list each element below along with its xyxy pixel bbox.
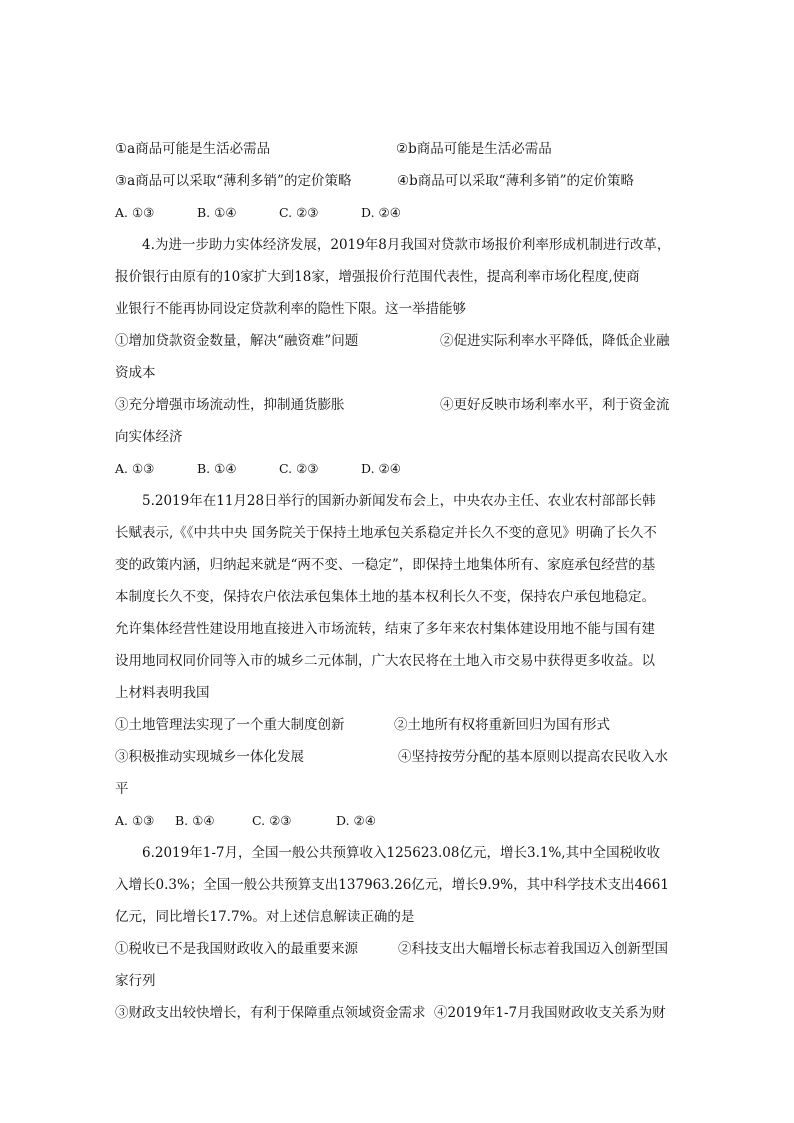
q4-option-a: A. ①③ bbox=[115, 461, 155, 476]
q5-option-d: D. ②④ bbox=[336, 813, 376, 828]
q3-item-3: ③a商品可以采取“薄利多销”的定价策略 bbox=[115, 173, 352, 189]
q3-item-4: ④b商品可以采取“薄利多销”的定价策略 bbox=[397, 173, 635, 189]
q5-answer-options bbox=[115, 812, 376, 830]
q5-option-b: B. ①④ bbox=[175, 813, 215, 828]
q6-item-2: ②科技支出大幅增长标志着我国迈入创新型国 bbox=[398, 941, 668, 957]
q3-option-a: A. ①③ bbox=[115, 205, 155, 220]
q6-stem-line-1: 6.2019年1-7月，全国一般公共预算收入125623.08亿元，增长3.1%,其中全国税收收 bbox=[142, 845, 661, 861]
q5-item-3: ③积极推动实现城乡一体化发展 bbox=[115, 749, 304, 765]
q4-option-c: C. ②③ bbox=[279, 461, 319, 476]
q4-stem-line-2: 报价银行由原有的10家扩大到18家，增强报价行范围代表性，提高利率市场化程度,使商 bbox=[115, 269, 640, 285]
q5-stem-line-3: 变的政策内涵，归纳起来就是“两不变、一稳定”，即保持土地集体所有、家庭承包经营的基 bbox=[115, 557, 656, 573]
q5-option-a: A. ①③ bbox=[115, 813, 155, 828]
q4-stem-line-3: 业银行不能再协同设定贷款利率的隐性下限。这一举措能够 bbox=[115, 301, 466, 317]
q5-stem-line-1: 5.2019年在11月28日举行的国新办新闻发布会上，中央农办主任、农业农村部部长韩 bbox=[142, 493, 656, 509]
q6-stem-line-2: 入增长0.3%；全国一般公共预算支出137963.26亿元，增长9.9%，其中科学技术支出4661 bbox=[115, 877, 669, 893]
q4-item-3: ③充分增强市场流动性，抑制通货膨胀 bbox=[115, 397, 345, 413]
q4-item-4-continued: 向实体经济 bbox=[115, 429, 183, 445]
q6-item-2-continued: 家行列 bbox=[115, 973, 156, 989]
q5-stem-line-5: 允许集体经营性建设用地直接进入市场流转，结束了多年来农村集体建设用地不能与国有建 bbox=[115, 621, 655, 637]
q3-item-1: ①a商品可能是生活必需品 bbox=[115, 141, 271, 157]
q4-answer-options bbox=[115, 460, 401, 478]
q5-item-4: ④坚持按劳分配的基本原则以提高农民收入水 bbox=[398, 749, 668, 765]
q4-option-b: B. ①④ bbox=[197, 461, 237, 476]
q3-item-2: ②b商品可能是生活必需品 bbox=[396, 141, 552, 157]
q6-item-4: ④2019年1-7月我国财政收支关系为财 bbox=[434, 1005, 666, 1021]
q4-item-4: ④更好反映市场利率水平，利于资金流 bbox=[440, 397, 670, 413]
q6-item-1: ①税收已不是我国财政收入的最重要来源 bbox=[115, 941, 358, 957]
q4-item-2: ②促进实际利率水平降低，降低企业融 bbox=[440, 333, 670, 349]
q6-item-3: ③财政支出较快增长，有利于保障重点领域资金需求 bbox=[115, 1005, 426, 1021]
q4-stem-line-1: 4.为进一步助力实体经济发展，2019年8月我国对贷款市场报价利率形成机制进行改革， bbox=[142, 237, 671, 253]
q5-stem-line-4: 本制度长久不变，保持农户依法承包集体土地的基本权利长久不变，保持农户承包地稳定。 bbox=[115, 589, 655, 605]
q3-option-b: B. ①④ bbox=[197, 205, 237, 220]
q3-answer-options bbox=[115, 204, 401, 222]
q3-option-c: C. ②③ bbox=[279, 205, 319, 220]
q4-option-d: D. ②④ bbox=[361, 461, 401, 476]
q3-option-d: D. ②④ bbox=[361, 205, 401, 220]
q5-item-4-continued: 平 bbox=[115, 781, 129, 797]
q5-stem-line-6: 设用地同权同价同等入市的城乡二元体制，广大农民将在土地入市交易中获得更多收益。以 bbox=[115, 653, 655, 669]
q4-item-2-continued: 资成本 bbox=[115, 365, 156, 381]
q5-option-c: C. ②③ bbox=[252, 813, 292, 828]
q5-item-2: ②土地所有权将重新回归为国有形式 bbox=[394, 717, 610, 733]
q4-item-1: ①增加贷款资金数量，解决“融资难”问题 bbox=[115, 333, 359, 349]
q5-stem-line-2: 长赋表示,《《中共中央 国务院关于保持土地承包关系稳定并长久不变的意见》明确了长久不 bbox=[115, 525, 657, 541]
q5-stem-line-7: 上材料表明我国 bbox=[115, 685, 210, 701]
q6-stem-line-3: 亿元，同比增长17.7%。对上述信息解读正确的是 bbox=[115, 909, 415, 925]
q5-item-1: ①土地管理法实现了一个重大制度创新 bbox=[115, 717, 345, 733]
